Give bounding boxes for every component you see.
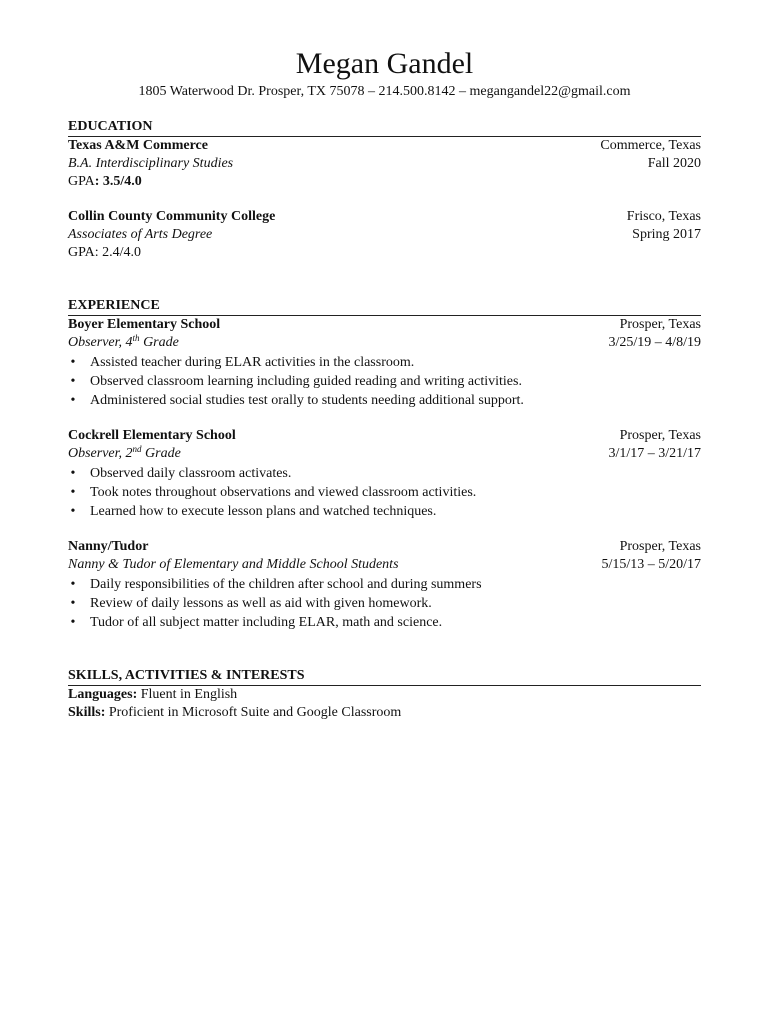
list-item: • Observed classroom learning including guided reading and writing activities. [90,372,701,391]
candidate-name: Megan Gandel [295,47,474,80]
institution-name: Collin County Community College [68,209,276,224]
experience-entry-cockrell [68,427,701,521]
gpa-label: GPA [68,174,95,189]
bullet-icon: • [70,466,76,481]
bullet-icon: • [70,596,76,611]
skills-section [68,667,701,722]
skills-heading: SKILLS, ACTIVITIES & INTERESTS [68,667,701,686]
education-entry-texas-am [68,137,701,191]
skills-line [68,704,701,722]
org-location: Prosper, Texas [619,539,701,554]
gpa-value: : 3.5/4.0 [94,174,142,189]
bullet-icon: • [70,615,76,630]
bullet-icon: • [70,485,76,500]
org-name: Cockrell Elementary School [68,428,236,443]
institution-location: Frisco, Texas [626,209,701,224]
degree-date: Spring 2017 [632,227,701,242]
education-section [68,118,701,262]
list-item: • Tudor of all subject matter including ELAR, math and science. [90,613,701,632]
languages-line [68,686,701,704]
degree-name: Associates of Arts Degree [68,227,213,242]
education-heading: EDUCATION [68,118,701,137]
bullet-icon: • [70,577,76,592]
duty-list [68,575,701,632]
org-location: Prosper, Texas [619,428,701,443]
contact-line: 1805 Waterwood Dr. Prosper, TX 75078 – 214.500.8142 – megangandel22@gmail.com [138,84,631,99]
list-item: • Took notes throughout observations and viewed classroom activities. [90,483,701,502]
bullet-icon: • [70,504,76,519]
gpa-line [68,173,701,191]
bullet-icon: • [70,393,76,408]
institution-location: Commerce, Texas [600,138,701,153]
role-title: Observer, 2nd Grade [68,444,181,461]
list-item: • Administered social studies test orally to students needing additional support. [90,391,701,410]
languages-label: Languages: [68,687,138,702]
list-item: • Observed daily classroom activates. [90,464,701,483]
list-item: • Daily responsibilities of the children after school and during summers [90,575,701,594]
org-name: Nanny/Tudor [68,539,149,554]
experience-heading: EXPERIENCE [68,297,701,316]
education-entry-collin [68,208,701,262]
experience-section [68,297,701,632]
experience-entry-nanny [68,538,701,632]
skills-value: Proficient in Microsoft Suite and Google Classroom [105,705,402,720]
languages-value: Fluent in English [137,687,238,702]
org-location: Prosper, Texas [619,317,701,332]
bullet-icon: • [70,355,76,370]
experience-entry-boyer [68,316,701,410]
role-dates: 3/25/19 – 4/8/19 [608,335,701,350]
resume-page [68,46,701,722]
role-title: Nanny & Tudor of Elementary and Middle School Students [68,557,399,572]
role-dates: 5/15/13 – 5/20/17 [601,557,701,572]
degree-date: Fall 2020 [647,156,701,171]
duty-list [68,464,701,521]
org-name: Boyer Elementary School [68,317,221,332]
list-item: • Assisted teacher during ELAR activities in the classroom. [90,353,701,372]
duty-list [68,353,701,410]
list-item: • Learned how to execute lesson plans and watched techniques. [90,502,701,521]
institution-name: Texas A&M Commerce [68,138,208,153]
skills-label: Skills: [68,705,106,720]
role-title: Observer, 4th Grade [68,333,179,350]
bullet-icon: • [70,374,76,389]
gpa-line: GPA: 2.4/4.0 [68,245,142,260]
role-dates: 3/1/17 – 3/21/17 [608,446,701,461]
degree-name: B.A. Interdisciplinary Studies [68,156,234,171]
list-item: • Review of daily lessons as well as aid with given homework. [90,594,701,613]
